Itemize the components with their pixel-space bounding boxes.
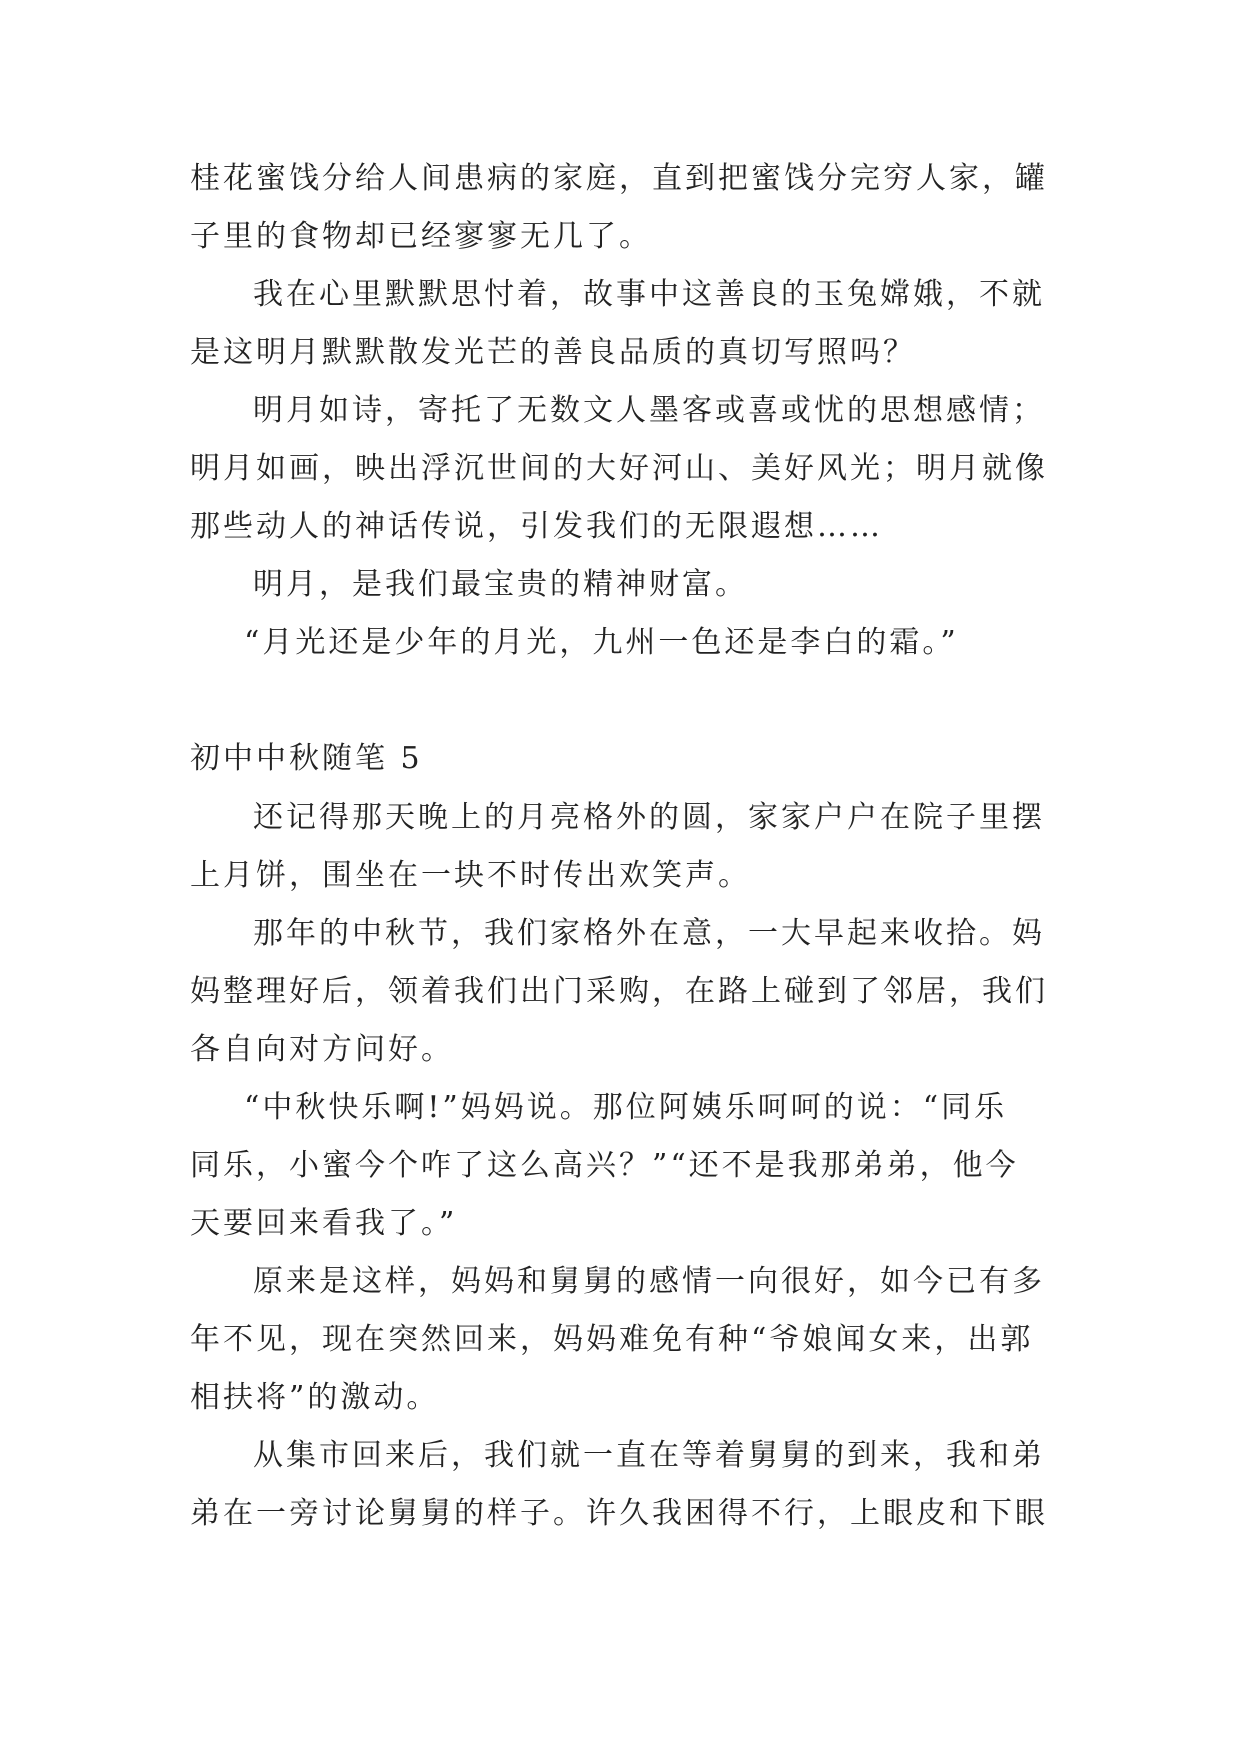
body-text-part2 bbox=[190, 789, 1070, 1543]
text-line: 妈整理好后，领着我们出门采购，在路上碰到了邻居，我们 bbox=[190, 974, 1048, 1009]
text-line: “月光还是少年的月光，九州一色还是李白的霜。” bbox=[244, 625, 959, 660]
text-line: 明月如画，映出浮沉世间的大好河山、美好风光；明月就像 bbox=[190, 451, 1048, 486]
text-line: 明月，是我们最宝贵的精神财富。 bbox=[253, 567, 748, 602]
text-line: 那些动人的神话传说，引发我们的无限遐想…… bbox=[190, 509, 883, 544]
text-line: 同乐，小蜜今个咋了这么高兴？”“还不是我那弟弟，他今 bbox=[190, 1148, 1019, 1183]
text-line: 那年的中秋节，我们家格外在意，一大早起来收拾。妈 bbox=[253, 916, 1045, 951]
text-line: 相扶将”的激动。 bbox=[190, 1380, 440, 1415]
text-line: 各自向对方问好。 bbox=[190, 1032, 454, 1067]
text-line: 上月饼，围坐在一块不时传出欢笑声。 bbox=[190, 858, 751, 893]
text-line: 子里的食物却已经寥寥无几了。 bbox=[190, 219, 652, 254]
body-text-part1 bbox=[190, 150, 1070, 672]
text-line: 明月如诗，寄托了无数文人墨客或喜或忧的思想感情； bbox=[253, 393, 1045, 428]
text-line: 桂花蜜饯分给人间患病的家庭，直到把蜜饯分完穷人家，罐 bbox=[190, 161, 1048, 196]
text-line: 年不见，现在突然回来，妈妈难免有种“爷娘闻女来，出郭 bbox=[190, 1322, 1034, 1357]
text-line: 原来是这样，妈妈和舅舅的感情一向很好，如今已有多 bbox=[253, 1264, 1045, 1299]
section-title-block bbox=[190, 730, 1070, 788]
text-line: 弟在一旁讨论舅舅的样子。许久我困得不行，上眼皮和下眼 bbox=[190, 1496, 1048, 1531]
text-line: “中秋快乐啊!”妈妈说。那位阿姨乐呵呵的说：“同乐 bbox=[244, 1090, 1008, 1125]
text-line: 是这明月默默散发光芒的善良品质的真切写照吗？ bbox=[190, 335, 916, 370]
text-line: 我在心里默默思忖着，故事中这善良的玉兔嫦娥，不就 bbox=[253, 277, 1045, 312]
text-line: 从集市回来后，我们就一直在等着舅舅的到来，我和弟 bbox=[253, 1438, 1045, 1473]
text-line: 还记得那天晚上的月亮格外的圆，家家户户在院子里摆 bbox=[253, 800, 1045, 835]
section-title: 初中中秋随笔 5 bbox=[190, 741, 423, 776]
text-line: 天要回来看我了。” bbox=[190, 1206, 458, 1241]
